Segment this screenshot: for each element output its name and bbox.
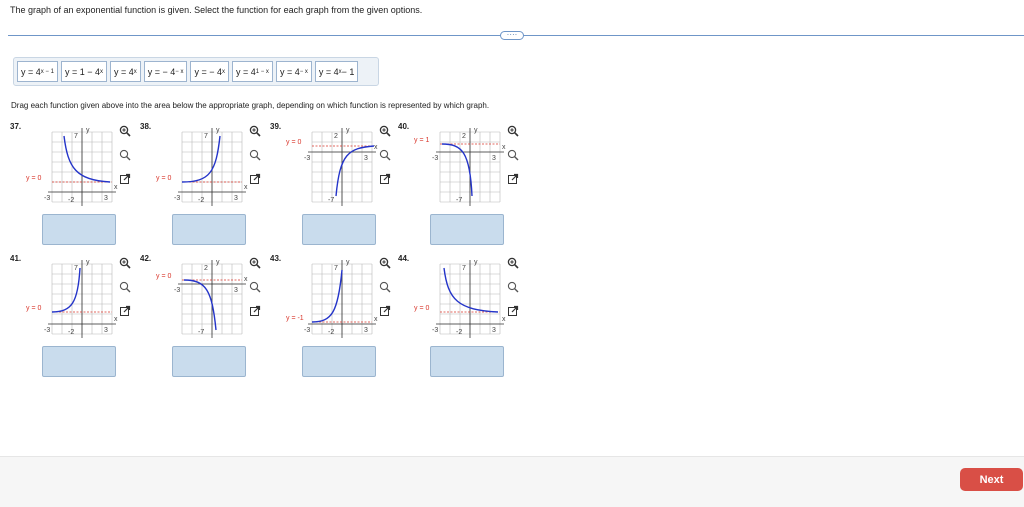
footer-bar [0, 456, 1024, 507]
graph-number: 37. [10, 122, 22, 131]
function-curve [64, 136, 110, 182]
zoom-out-icon[interactable] [118, 148, 132, 162]
exponential-graph [154, 256, 250, 340]
y-top-tick: 7 [204, 133, 208, 140]
asymptote-label: y = 0 [156, 175, 172, 182]
zoom-in-icon[interactable] [506, 256, 520, 270]
x-max-tick: 3 [364, 155, 368, 162]
asymptote-label: y = 0 [286, 139, 302, 146]
graph-number: 39. [270, 122, 282, 131]
x-max-tick: 3 [234, 287, 238, 294]
answer-drop-zone[interactable] [172, 214, 246, 245]
y-top-tick: 2 [334, 133, 338, 140]
answer-drop-zone[interactable] [42, 346, 116, 377]
x-max-tick: 3 [104, 327, 108, 334]
zoom-out-icon[interactable] [506, 148, 520, 162]
x-label: x [502, 144, 506, 151]
exponential-graph [24, 124, 120, 208]
function-tile-5[interactable]: y = − 4 x [190, 61, 229, 82]
function-curve [184, 280, 216, 330]
zoom-in-icon[interactable] [248, 124, 262, 138]
y-bottom-tick: -2 [328, 329, 335, 336]
next-button[interactable]: Next [960, 468, 1023, 491]
zoom-out-icon[interactable] [118, 280, 132, 294]
graph-cell-3 [270, 122, 398, 252]
x-min-tick: -3 [432, 155, 439, 162]
x-label: x [114, 316, 118, 323]
expand-icon[interactable] [248, 304, 262, 318]
asymptote-label: y = 0 [26, 305, 42, 312]
zoom-in-icon[interactable] [118, 256, 132, 270]
answer-drop-zone[interactable] [42, 214, 116, 245]
zoom-out-icon[interactable] [378, 280, 392, 294]
x-min-tick: -3 [432, 327, 439, 334]
y-bottom-tick: -2 [198, 197, 205, 204]
answer-drop-zone[interactable] [430, 346, 504, 377]
graph-number: 38. [140, 122, 152, 131]
function-tile-8[interactable]: y = 4 x − 1 [315, 61, 359, 82]
instruction-text: The graph of an exponential function is given. Select the function for each graph from the given options. [10, 5, 423, 15]
y-label: y [216, 259, 220, 266]
x-min-tick: -3 [174, 195, 181, 202]
y-label: y [474, 259, 478, 266]
function-tile-3[interactable]: y = 4 x [110, 61, 141, 82]
graph-number: 40. [398, 122, 410, 131]
exponential-graph [284, 124, 380, 208]
zoom-out-icon[interactable] [378, 148, 392, 162]
answer-drop-zone[interactable] [302, 214, 376, 245]
x-label: x [244, 276, 248, 283]
function-tile-4[interactable]: y = − 4 − x [144, 61, 188, 82]
x-label: x [114, 184, 118, 191]
zoom-in-icon[interactable] [378, 124, 392, 138]
x-label: x [502, 316, 506, 323]
y-label: y [86, 259, 90, 266]
zoom-in-icon[interactable] [506, 124, 520, 138]
graph-cell-6 [140, 254, 268, 384]
asymptote-label: y = 0 [414, 305, 430, 312]
asymptote-label: y = 0 [26, 175, 42, 182]
y-label: y [474, 127, 478, 134]
asymptote-label: y = 1 [414, 137, 430, 144]
x-min-tick: -3 [174, 287, 181, 294]
function-curve [182, 136, 220, 182]
exponential-graph [412, 124, 508, 208]
expand-icon[interactable] [378, 304, 392, 318]
zoom-out-icon[interactable] [506, 280, 520, 294]
graph-cell-5 [10, 254, 138, 384]
y-bottom-tick: -7 [328, 197, 335, 204]
y-label: y [216, 127, 220, 134]
graph-number: 41. [10, 254, 22, 263]
drag-instruction-text: Drag each function given above into the area below the appropriate graph, depending on which function is represented by which graph. [11, 101, 490, 110]
asymptote-label: y = 0 [156, 273, 172, 280]
x-min-tick: -3 [44, 327, 51, 334]
y-top-tick: 7 [74, 265, 78, 272]
graph-cell-7 [270, 254, 398, 384]
graph-number: 42. [140, 254, 152, 263]
y-label: y [86, 127, 90, 134]
function-curve [52, 268, 80, 312]
expand-icon[interactable] [118, 172, 132, 186]
x-min-tick: -3 [304, 327, 311, 334]
graph-cell-4 [398, 122, 526, 252]
asymptote-label: y = -1 [286, 315, 304, 322]
y-label: y [346, 127, 350, 134]
x-max-tick: 3 [364, 327, 368, 334]
exponential-graph [24, 256, 120, 340]
exponential-graph [284, 256, 380, 340]
x-max-tick: 3 [492, 327, 496, 334]
zoom-out-icon[interactable] [248, 280, 262, 294]
more-button[interactable]: ···· [500, 31, 524, 40]
y-bottom-tick: -2 [68, 197, 75, 204]
function-tile-1[interactable]: y = 4 x − 1 [17, 61, 58, 82]
x-min-tick: -3 [44, 195, 51, 202]
expand-icon[interactable] [118, 304, 132, 318]
answer-drop-zone[interactable] [430, 214, 504, 245]
y-top-tick: 7 [334, 265, 338, 272]
x-label: x [244, 184, 248, 191]
graph-number: 43. [270, 254, 282, 263]
y-label: y [346, 259, 350, 266]
answer-drop-zone[interactable] [172, 346, 246, 377]
exponential-graph [154, 124, 250, 208]
graph-number: 44. [398, 254, 410, 263]
x-label: x [374, 144, 378, 151]
zoom-out-icon[interactable] [248, 148, 262, 162]
exponential-graph [412, 256, 508, 340]
graph-cell-8 [398, 254, 526, 384]
function-tile-7[interactable]: y = 4 − x [276, 61, 312, 82]
function-tile-6[interactable]: y = 4 1 − x [232, 61, 273, 82]
y-bottom-tick: -2 [68, 329, 75, 336]
expand-icon[interactable] [506, 172, 520, 186]
y-top-tick: 7 [462, 265, 466, 272]
answer-drop-zone[interactable] [302, 346, 376, 377]
y-bottom-tick: -2 [456, 329, 463, 336]
graph-cell-1 [10, 122, 138, 252]
x-max-tick: 3 [492, 155, 496, 162]
y-bottom-tick: -7 [456, 197, 463, 204]
zoom-in-icon[interactable] [378, 256, 392, 270]
x-max-tick: 3 [104, 195, 108, 202]
graph-cell-2 [140, 122, 268, 252]
x-min-tick: -3 [304, 155, 311, 162]
zoom-in-icon[interactable] [248, 256, 262, 270]
x-max-tick: 3 [234, 195, 238, 202]
y-top-tick: 2 [204, 265, 208, 272]
function-tile-2[interactable]: y = 1 − 4 x [61, 61, 107, 82]
expand-icon[interactable] [248, 172, 262, 186]
expand-icon[interactable] [378, 172, 392, 186]
expand-icon[interactable] [506, 304, 520, 318]
x-label: x [374, 316, 378, 323]
y-top-tick: 2 [462, 133, 466, 140]
y-top-tick: 7 [74, 133, 78, 140]
zoom-in-icon[interactable] [118, 124, 132, 138]
y-bottom-tick: -7 [198, 329, 205, 336]
function-palette [13, 57, 379, 86]
